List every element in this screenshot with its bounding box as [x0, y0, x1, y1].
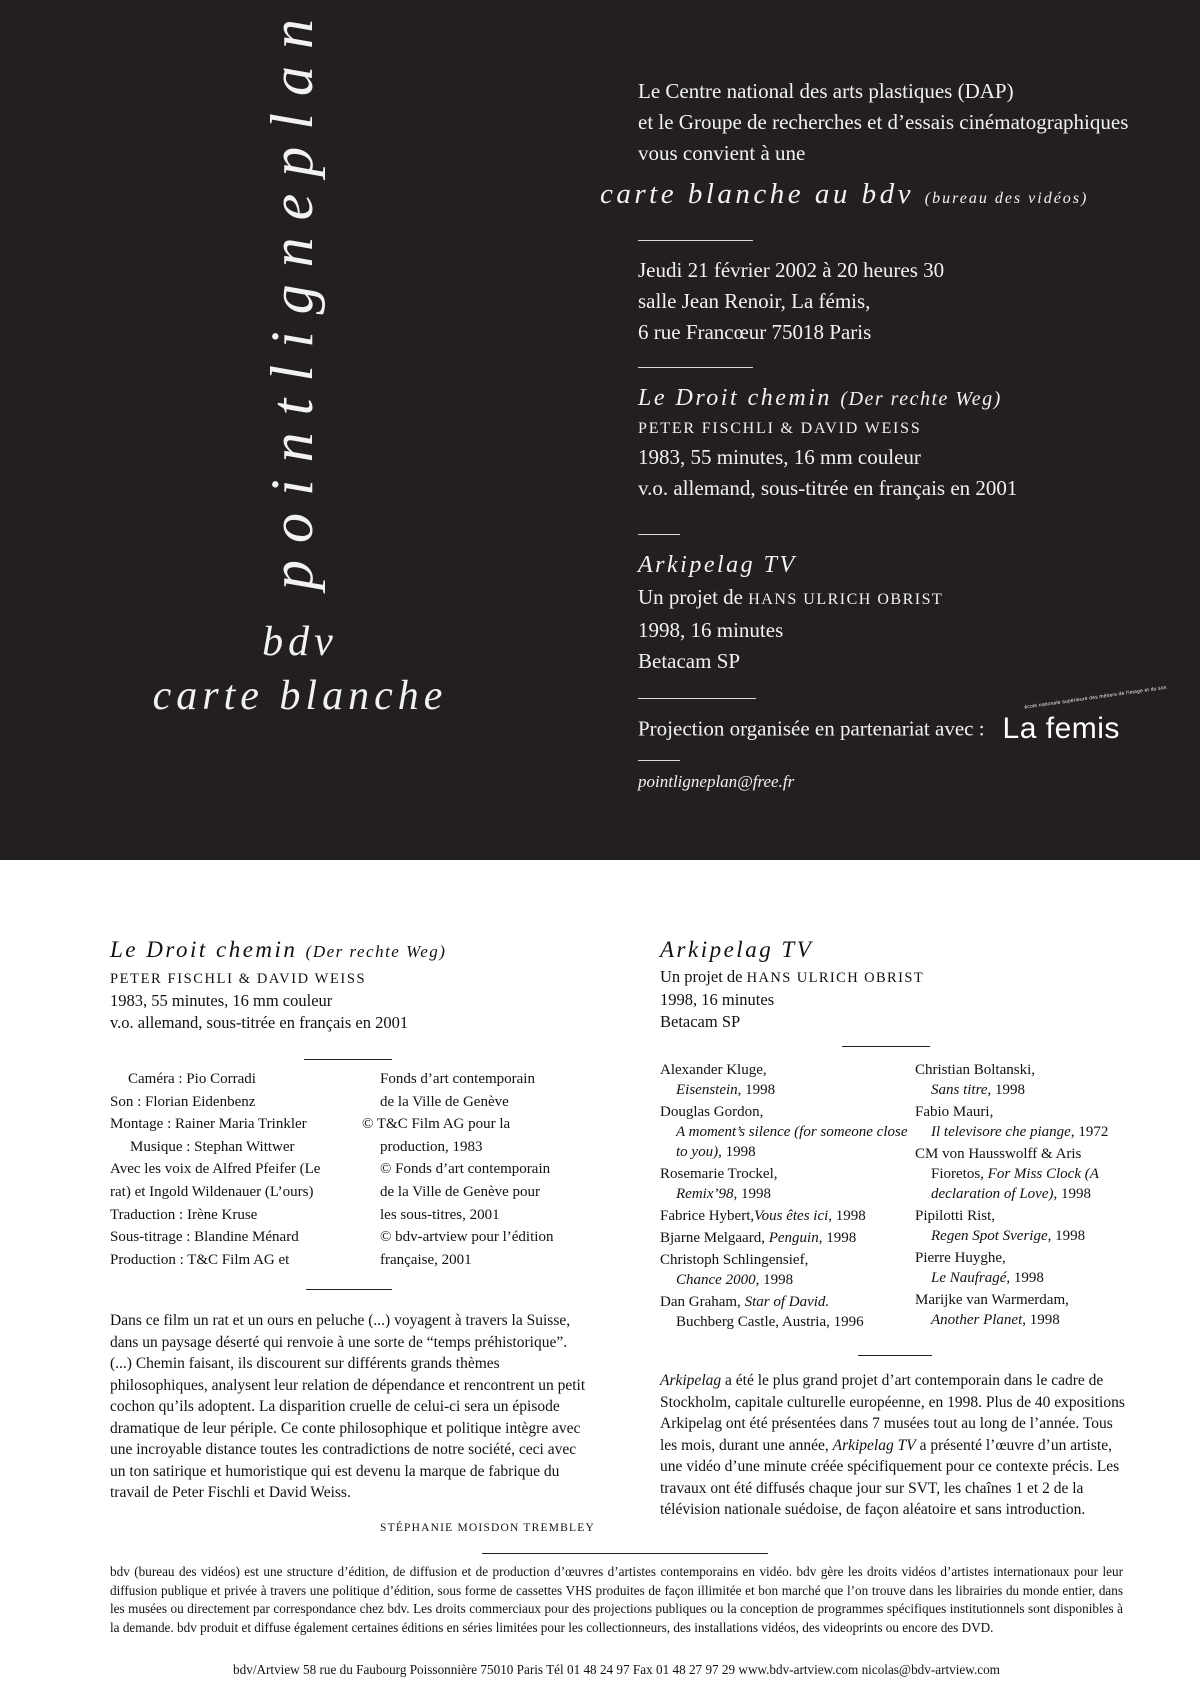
artist-item — [660, 1060, 910, 1100]
artwork-line — [660, 1122, 910, 1162]
artist-item — [915, 1144, 1145, 1204]
credit-line: Production : T&C Film AG et — [110, 1251, 290, 1268]
artist-name: Christoph Schlingensief, — [660, 1252, 809, 1268]
divider — [638, 534, 680, 535]
artist-name: Douglas Gordon, — [660, 1104, 764, 1120]
credit-line: Fonds d’art contemporain — [380, 1071, 535, 1087]
intro-line: et le Groupe de recherches et d’essais cinématographiques — [638, 110, 1129, 134]
credit-line: Traduction : Irène Kruse — [110, 1206, 258, 1223]
artist-name: CM von Hausswolff & Aris — [915, 1146, 1082, 1162]
artwork-title: Vous êtes ici — [754, 1208, 829, 1224]
left-film-details: 1983, 55 minutes, 16 mm couleur — [110, 991, 333, 1010]
credit-line: © bdv-artview pour l’édition — [380, 1229, 554, 1246]
artwork-line — [915, 1164, 1145, 1204]
artist-item — [660, 1292, 910, 1332]
artwork-title: Il televisore che piange — [931, 1124, 1071, 1140]
credit-line: Son : Florian Eidenbenz — [110, 1093, 256, 1110]
contact-email[interactable]: pointligneplan@free.fr — [638, 772, 795, 791]
credit-line: rat) et Ingold Wildenauer (L’ours) — [110, 1183, 314, 1200]
film2-block — [638, 548, 943, 677]
artwork-year: , 1998 — [828, 1208, 866, 1224]
credit-line: française, 2001 — [380, 1251, 472, 1268]
artwork-title: Another Planet — [931, 1312, 1023, 1328]
artist-item — [660, 1164, 910, 1204]
credit-line: Avec les voix de Alfred Pfeifer (Le — [110, 1161, 321, 1178]
artwork-year: , 1998 — [733, 1186, 771, 1202]
artwork-line — [915, 1310, 1145, 1330]
artwork-year: , 1998 — [1022, 1312, 1060, 1328]
film1-title-paren: (Der rechte Weg) — [840, 388, 1002, 410]
artwork-title: For Miss Clock (A declaration of Love) — [931, 1166, 1099, 1202]
vertical-title: pointligneplan — [259, 2, 325, 590]
film2-format: Betacam SP — [638, 649, 741, 673]
film2-title: Arkipelag TV — [638, 552, 797, 578]
credits-column-1 — [110, 1068, 320, 1271]
description-text: a présenté l’œuvre d’un artiste, une vidéo d’une minute créée spécifiquement pour ce contexte précis. Les travaux ont été diffusés chaque jour sur SVT, les chaînes 1 et 2 de la télévision nationale suédoise, de façon aléatoire et sans introduction. — [660, 1436, 1120, 1518]
divider — [304, 1059, 392, 1060]
partner-row — [638, 684, 1168, 746]
artwork-title: Chance 2000 — [676, 1272, 756, 1288]
artwork-year: , 1998 — [755, 1272, 794, 1288]
artist-name: Christian Boltanski, — [915, 1062, 1035, 1078]
left-film-description: Dans ce film un rat et un ours en peluche (...) voyagent à travers la Suisse, dans un paysage déserté qui renvoie à une sorte de “temps préhistorique”. (...) Chemin faisant, ils discourent sur différents grands thèmes philosophiques, analysent leur relation de dépendance et rencontrent un petit cochon qu’ils adoptent. La disparition cruelle de celui-ci sera un épisode dramatique de leur périple. Ce conte philosophique et politique intègre avec une incroyable distance toutes les contradictions de notre société, ceci avec un ton satirique et humoristique qui est devenu la marque de fabrique du travail de Peter Fischli et David Weiss. — [110, 1312, 586, 1501]
right-film-project-author: HANS ULRICH OBRIST — [746, 970, 925, 986]
credits-column-2 — [362, 1068, 553, 1271]
credit-line: les sous-titres, 2001 — [380, 1206, 500, 1223]
artist-item — [660, 1228, 910, 1248]
side-title-bdv: bdv — [262, 619, 338, 665]
divider — [638, 240, 753, 241]
intro-line: vous convient à une — [638, 141, 806, 165]
artist-name: Bjarne Melgaard, — [660, 1230, 769, 1246]
film1-block — [638, 381, 1017, 504]
artwork-year: , 1972 — [1070, 1124, 1109, 1140]
artist-name: Fabrice Hybert, — [660, 1208, 755, 1224]
film2-details: 1998, 16 minutes — [638, 618, 784, 642]
right-film-description — [660, 1370, 1130, 1521]
artwork-title: A moment’s silence (for someone close to you) — [676, 1124, 908, 1160]
film1-language: v.o. allemand, sous-titrée en français en 2001 — [638, 476, 1018, 500]
film2-project-prefix: Un projet de — [638, 585, 749, 609]
film2-project — [638, 582, 943, 615]
credit-line: de la Ville de Genève pour — [380, 1183, 541, 1200]
credit-line: Caméra : Pio Corradi — [128, 1071, 256, 1087]
film1-title — [638, 381, 1017, 416]
artwork-year: , 1998 — [1006, 1270, 1044, 1286]
artwork-title: Penguin — [768, 1230, 819, 1246]
event-title — [600, 178, 1088, 211]
italic-title: Arkipelag TV — [832, 1436, 916, 1454]
contact-line: bdv/Artview 58 rue du Faubourg Poissonnière 75010 Paris Tél 01 48 24 97 Fax 01 48 27 97 29 www.bdv-artview.com nicolas@bdv-artview.com — [233, 1662, 1000, 1677]
artwork-title: Eisenstein — [676, 1082, 738, 1098]
la-femis-logo — [1002, 684, 1168, 746]
artist-name: Alexander Kluge, — [660, 1062, 767, 1078]
artist-name: Rosemarie Trockel, — [660, 1166, 778, 1182]
description-signature: STÉPHANIE MOISDON TREMBLEY — [380, 1522, 595, 1534]
artist-name: Pierre Huyghe, — [915, 1250, 1006, 1266]
date-block — [638, 255, 944, 348]
left-film-authors: PETER FISCHLI & DAVID WEISS — [110, 971, 367, 987]
italic-title: Arkipelag — [660, 1372, 722, 1389]
artwork-line — [660, 1080, 910, 1100]
divider — [858, 1355, 932, 1356]
artist-item — [915, 1206, 1145, 1246]
event-title-main: carte blanche au bdv — [600, 178, 915, 210]
left-film-title-paren: (Der rechte Weg) — [305, 942, 447, 961]
credit-line: © Fonds d’art contemporain — [380, 1161, 551, 1178]
right-film-details: 1998, 16 minutes — [660, 990, 775, 1009]
side-title-carte-blanche: carte blanche — [152, 673, 448, 719]
film1-authors: PETER FISCHLI & DAVID WEISS — [638, 420, 922, 437]
right-film-format: Betacam SP — [660, 1012, 741, 1031]
artwork-title: Remix’98 — [676, 1186, 734, 1202]
artwork-line — [660, 1270, 910, 1290]
artwork-title: Sans titre — [931, 1082, 988, 1098]
artwork-title: Le Naufragé — [931, 1270, 1007, 1286]
left-film-language: v.o. allemand, sous-titrée en français en 2001 — [110, 1013, 409, 1032]
artists-column-1 — [660, 1060, 910, 1334]
date-line: Jeudi 21 février 2002 à 20 heures 30 — [638, 258, 945, 282]
event-title-paren: (bureau des vidéos) — [924, 190, 1089, 207]
artist-name-continued: Fioretos, — [931, 1166, 988, 1182]
artwork-line — [915, 1226, 1145, 1246]
artwork-year: , 1998 — [818, 1230, 857, 1246]
artist-item — [660, 1250, 910, 1290]
partner-text: Projection organisée en partenariat avec : — [638, 716, 985, 741]
divider — [482, 1553, 768, 1554]
artwork-line — [660, 1184, 910, 1204]
artwork-year: , 1998 — [987, 1082, 1026, 1098]
address-line: 6 rue Francœur 75018 Paris — [638, 320, 872, 344]
divider — [638, 760, 680, 761]
artist-item — [915, 1290, 1145, 1330]
divider — [638, 367, 753, 368]
artist-name: Dan Graham, — [660, 1294, 745, 1310]
artwork-year: , 1998 — [1053, 1186, 1091, 1202]
intro-line: Le Centre national des arts plastiques (DAP) — [638, 79, 1014, 103]
artist-item — [660, 1206, 910, 1226]
artwork-extra: Buchberg Castle, Austria, 1996 — [676, 1314, 864, 1330]
artist-name: Pipilotti Rist, — [915, 1208, 996, 1224]
artwork-year: , 1998 — [718, 1144, 756, 1160]
artist-item — [660, 1102, 910, 1162]
artist-item — [915, 1248, 1145, 1288]
credit-line: production, 1983 — [380, 1138, 483, 1155]
film1-title-main: Le Droit chemin — [638, 385, 832, 411]
film2-project-author: HANS ULRICH OBRIST — [748, 591, 944, 608]
invitation-block — [638, 76, 1158, 169]
logo-tagline: école nationale supérieure des métiers de l'image et du son — [1023, 684, 1168, 711]
right-film-project-prefix: Un projet de — [660, 967, 747, 986]
artwork-year: , 1998 — [1047, 1228, 1086, 1244]
divider — [306, 1289, 392, 1290]
artwork-title: Regen Spot Sverige — [931, 1228, 1048, 1244]
film1-details: 1983, 55 minutes, 16 mm couleur — [638, 445, 921, 469]
artwork-year: , 1998 — [737, 1082, 776, 1098]
artwork-title: Star of David. — [744, 1294, 830, 1310]
right-film-header — [660, 934, 924, 1033]
left-film-title — [110, 934, 446, 968]
divider — [842, 1046, 930, 1047]
divider — [638, 698, 756, 699]
artist-item — [915, 1102, 1145, 1142]
right-film-project — [660, 966, 924, 989]
credit-line: de la Ville de Genève — [380, 1093, 509, 1110]
bdv-description: bdv (bureau des vidéos) est une structure d’édition, de diffusion et de production d’œuvres d’artistes contemporains en vidéo. bdv gère les droits vidéos d’artistes internationaux pour leur diffusion publique et privée à travers une politique d’édition, sous forme de cassettes VHS produites de façon illimitée et bon marché que l’on trouve dans les librairies du monde entier, dans les musées ou directement par correspondance chez bdv. Les droits commerciaux pour des projections publiques ou la conception de programmes spécifiques institutionnels sont disponibles à la demande. bdv produit et diffuse également certaines éditions en séries limitées pour les collectionneurs, des installations vidéos, des videoprints ou encore des DVD. — [110, 1564, 1123, 1635]
credit-line: Musique : Stephan Wittwer — [130, 1138, 295, 1155]
artist-name: Marijke van Warmerdam, — [915, 1292, 1069, 1308]
artwork-line — [915, 1122, 1145, 1142]
left-film-header — [110, 934, 446, 1034]
artist-item — [915, 1060, 1145, 1100]
description-text: a été le plus grand projet d’art contemporain dans le cadre de Stockholm, capitale culturelle européenne, en 1998. Plus de 40 expositions Arkipelag ont été présentées dans 7 musées tout au long de l’année. Tous les mois, durant une année, — [660, 1372, 1125, 1454]
logo-text: La femis — [1002, 712, 1120, 745]
credit-line: © T&C Film AG pour la — [362, 1116, 511, 1133]
right-film-title: Arkipelag TV — [660, 937, 814, 962]
artist-name: Fabio Mauri, — [915, 1104, 994, 1120]
venue-line: salle Jean Renoir, La fémis, — [638, 289, 871, 313]
credit-line: Sous-titrage : Blandine Ménard — [110, 1229, 299, 1246]
left-film-title-main: Le Droit chemin — [110, 937, 298, 962]
credit-line: Montage : Rainer Maria Trinkler — [110, 1116, 307, 1133]
artwork-line — [915, 1080, 1145, 1100]
artists-column-2 — [915, 1060, 1145, 1332]
artwork-line — [915, 1268, 1145, 1288]
